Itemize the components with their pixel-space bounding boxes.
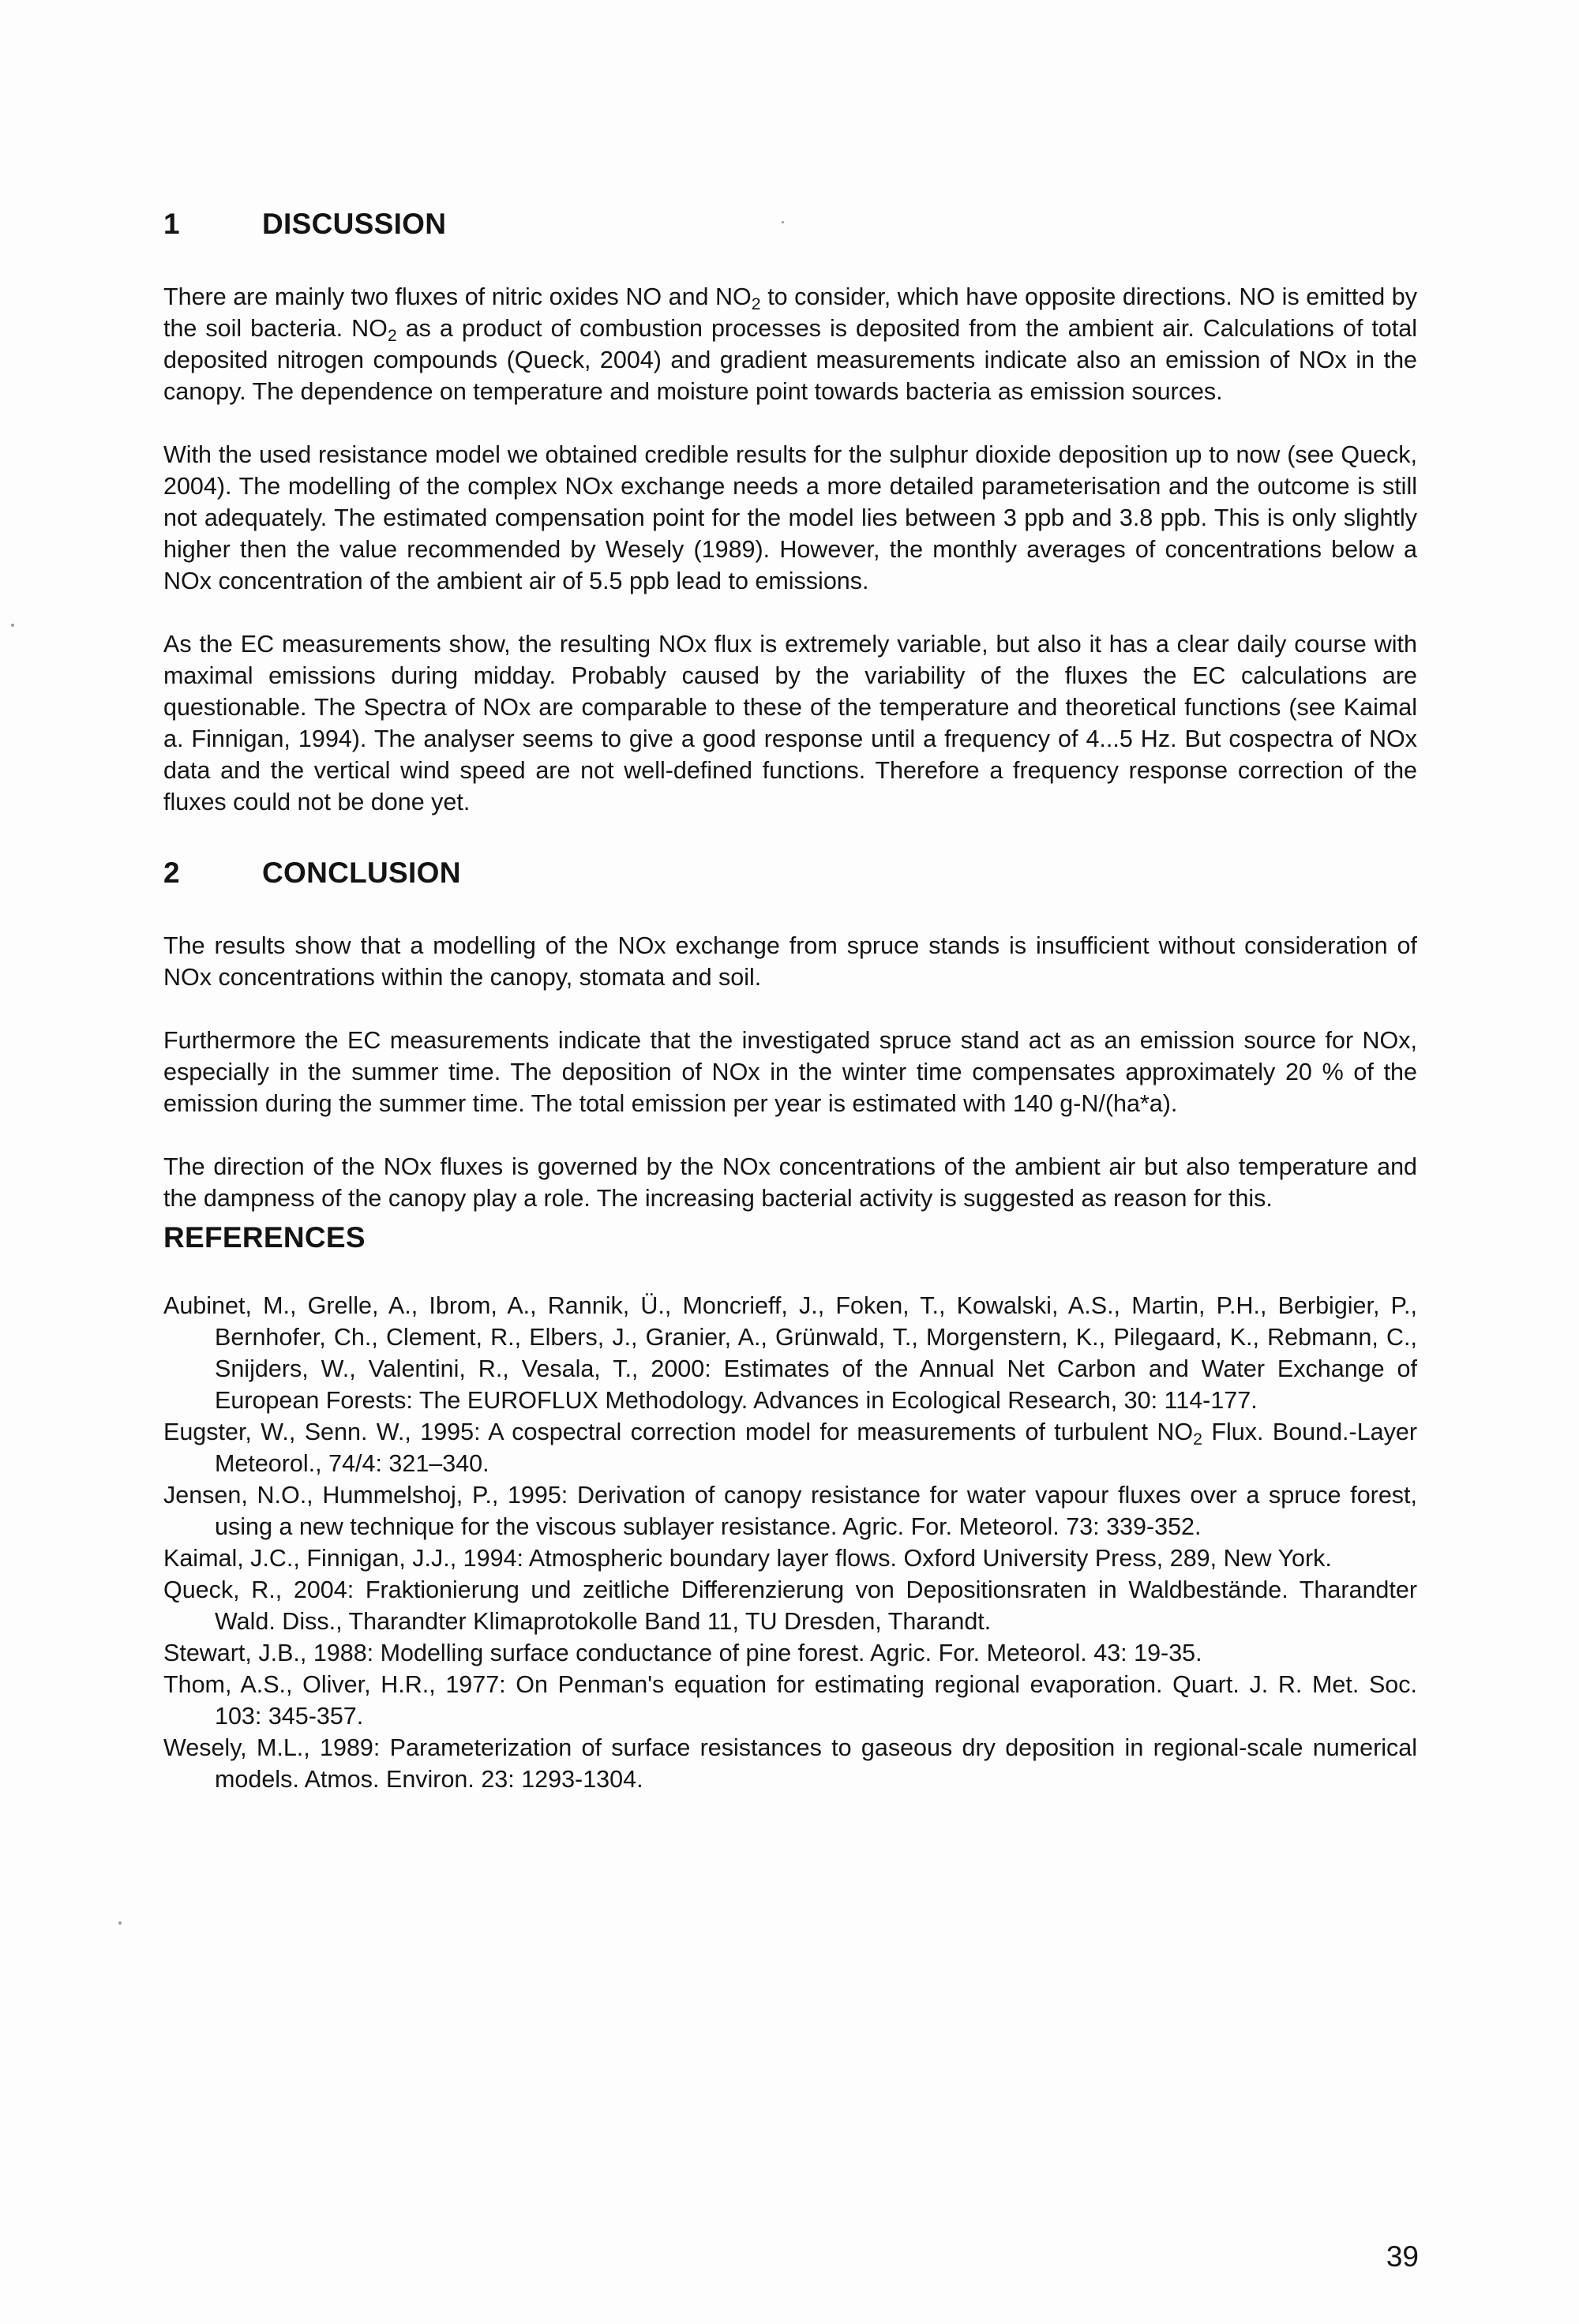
paragraph: The direction of the NOx fluxes is governed by the NOx concentrations of the ambient air but also temperature and the dampness of the canopy play a role. The increasing bacterial activity is suggested as reason for this. bbox=[163, 1153, 1417, 1212]
paragraph: With the used resistance model we obtained credible results for the sulphur dioxide deposition up to now (see Queck, 2004). The modelling of the complex NOx exchange needs a more detailed parameterisation and the outcome is still not adequately. The estimated compensation point for the model lies between 3 ppb and 3.8 ppb. This is only slightly higher then the value recommended by Wesely (1989). However, the monthly averages of concentrations below a NOx concentration of the ambient air of 5.5 ppb lead to emissions. bbox=[163, 441, 1417, 594]
reference-item: Eugster, W., Senn. W., 1995: A cospectral correction model for measurements of turbulent $NO_2$ Flux. Bound.-Layer Meteorol., 74/4: 321–340. bbox=[163, 1419, 1417, 1477]
section-number: 1 bbox=[163, 208, 180, 240]
paragraph: The results show that a modelling of the NOx exchange from spruce stands is insufficient without consideration of NOx concentrations within the canopy, stomata and soil. bbox=[163, 932, 1417, 991]
scan-speck bbox=[11, 624, 14, 627]
reference-item: Wesely, M.L., 1989: Parameterization of surface resistances to gaseous dry deposition in regional-scale numerical models. Atmos. Environ. 23: 1293-1304. bbox=[163, 1734, 1417, 1793]
paragraph: As the EC measurements show, the resulting NOx flux is extremely variable, but also it has a clear daily course with maximal emissions during midday. Probably caused by the variability of the fluxes the EC calculations are questionable. The Spectra of NOx are comparable to these of the temperature and theoretical functions (see Kaimal a. Finnigan, 1994). The analyser seems to give a good response until a frequency of 4...5 Hz. But cospectra of NOx data and the vertical wind speed are not well-defined functions. Therefore a frequency response correction of the fluxes could not be done yet. bbox=[163, 631, 1417, 815]
reference-item: Jensen, N.O., Hummelshoj, P., 1995: Derivation of canopy resistance for water vapour fluxes over a spruce forest, using a new technique for the viscous sublayer resistance. Agric. For. Meteorol. 73: 339-352. bbox=[163, 1482, 1417, 1540]
section-number: 2 bbox=[163, 857, 180, 889]
reference-item: Thom, A.S., Oliver, H.R., 1977: On Penman's equation for estimating regional evaporation. Quart. J. R. Met. Soc. 103: 345-357. bbox=[163, 1671, 1417, 1730]
paragraph: Furthermore the EC measurements indicate that the investigated spruce stand act as an emission source for NOx, especially in the summer time. The deposition of NOx in the winter time compensates approximately 20 % of the emission during the summer time. The total emission per year is estimated with 140 g-N/(ha*a). bbox=[163, 1027, 1417, 1117]
reference-item: Queck, R., 2004: Fraktionierung und zeitliche Differenzierung von Depositionsraten in Waldbestände. Tharandter Wald. Diss., Tharandter Klimaprotokolle Band 11, TU Dresden, Tharandt. bbox=[163, 1576, 1417, 1635]
scan-speck bbox=[118, 1921, 122, 1925]
section-title: DISCUSSION bbox=[262, 208, 447, 240]
section-title: CONCLUSION bbox=[262, 857, 461, 889]
reference-item: Stewart, J.B., 1988: Modelling surface conductance of pine forest. Agric. For. Meteorol. 43: 19-35. bbox=[163, 1640, 1202, 1666]
scan-speck bbox=[782, 221, 784, 223]
section-heading-discussion bbox=[163, 201, 1417, 248]
reference-item: Aubinet, M., Grelle, A., Ibrom, A., Rannik, Ü., Moncrieff, J., Foken, T., Kowalski, A.S., Martin, P.H., Berbigier, P., Bernhofer, Ch., Clement, R., Elbers, J., Granier, A., Grünwald, T., Morgenstern, K., Pilegaard, K., Rebmann, C., Snijders, W., Valentini, R., Vesala, T., 2000: Estimates of the Annual Net Carbon and Water Exchange of European Forests: The EUROFLUX Methodology. Advances in Ecological Research, 30: 114-177. bbox=[163, 1292, 1417, 1414]
reference-list bbox=[163, 1290, 1417, 1795]
paragraph: There are mainly two fluxes of nitric oxides NO and $NO_2$ to consider, which have opposite directions. NO is emitted by the soil bacteria. $NO_2$ as a product of combustion processes is deposited from the ambient air. Calculations of total deposited nitrogen compounds (Queck, 2004) and gradient measurements indicate also an emission of NOx in the canopy. The dependence on temperature and moisture point towards bacteria as emission sources. bbox=[163, 283, 1417, 405]
reference-item: Kaimal, J.C., Finnigan, J.J., 1994: Atmospheric boundary layer flows. Oxford University Press, 289, New York. bbox=[163, 1545, 1332, 1572]
page-content bbox=[163, 201, 1417, 1795]
page-number: 39 bbox=[1386, 2240, 1419, 2273]
section-heading-conclusion bbox=[163, 849, 1417, 897]
references-heading: REFERENCES bbox=[163, 1221, 366, 1254]
